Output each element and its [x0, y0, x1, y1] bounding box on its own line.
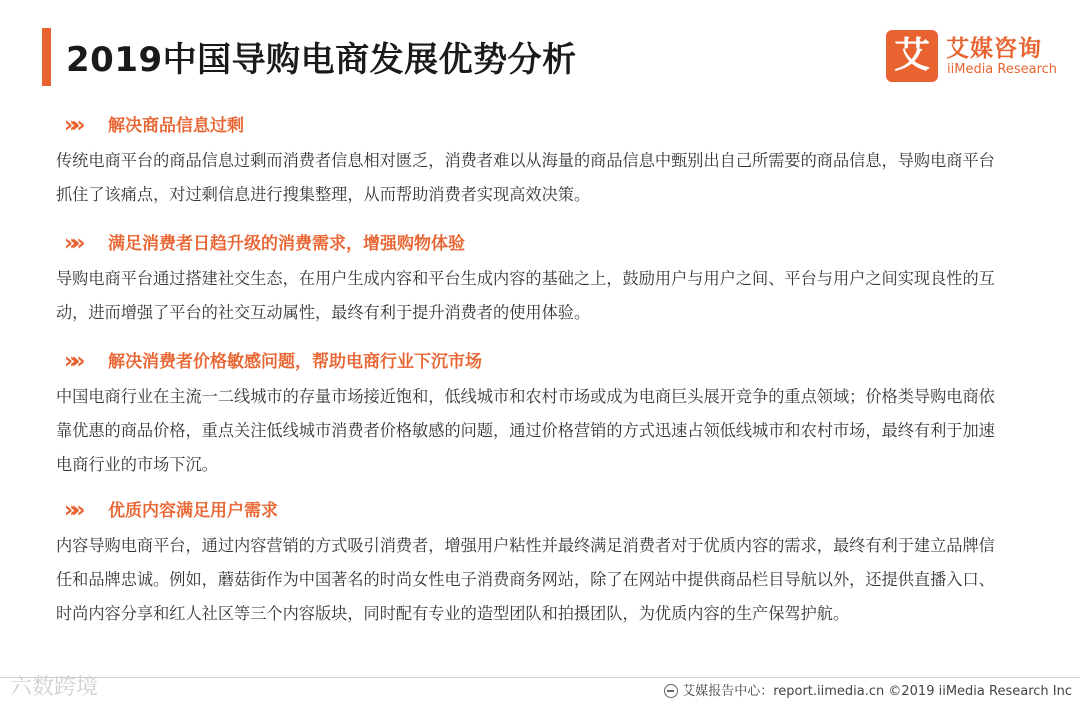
double-chevron-icon: »» [64, 498, 79, 523]
title-accent-bar [42, 28, 51, 86]
brand-logo [886, 30, 1061, 82]
section-quality-content [50, 497, 1010, 631]
section-body: 导购电商平台通过搭建社交生态，在用户生成内容和平台生成内容的基础之上，鼓励用户与用户之间、平台与用户之间实现良性的互动，进而增强了平台的社交互动属性，最终有利于提升消费者的使用体验。 [56, 269, 995, 322]
double-chevron-icon: »» [64, 349, 79, 374]
footer [664, 680, 1072, 699]
footer-divider [0, 677, 1080, 678]
section-consumer-upgrade [50, 230, 1010, 330]
double-chevron-icon: »» [64, 231, 79, 256]
footer-text: 艾媒报告中心：report.iimedia.cn ©2019 iiMedia Research Inc [682, 684, 1072, 699]
double-chevron-icon: »» [64, 113, 79, 138]
logo-name-cn: 艾媒咨询 [946, 36, 1042, 62]
section-header [50, 497, 1010, 525]
section-header [50, 112, 1010, 140]
section-header [50, 348, 1010, 376]
logo-name-en: iiMedia Research [947, 62, 1058, 77]
section-title: 解决消费者价格敏感问题，帮助电商行业下沉市场 [108, 352, 482, 372]
globe-icon [664, 684, 678, 698]
section-title: 满足消费者日趋升级的消费需求，增强购物体验 [108, 234, 465, 254]
section-body: 传统电商平台的商品信息过剩而消费者信息相对匮乏，消费者难以从海量的商品信息中甄别出自己所需要的商品信息，导购电商平台抓住了该痛点，对过剩信息进行搜集整理，从而帮助消费者实现高效决策。 [56, 151, 995, 204]
page-title: 2019中国导购电商发展优势分析 [66, 40, 577, 80]
section-body: 内容导购电商平台，通过内容营销的方式吸引消费者，增强用户粘性并最终满足消费者对于优质内容的需求，最终有利于建立品牌信任和品牌忠诚。例如，蘑菇街作为中国著名的时尚女性电子消费商务网站，除了在网站中提供商品栏目导航以外，还提供直播入口、时尚内容分享和红人社区等三个内容版块，同时配有专业的造型团队和拍摄团队，为优质内容的生产保驾护航。 [56, 536, 995, 623]
section-body: 中国电商行业在主流一二线城市的存量市场接近饱和，低线城市和农村市场或成为电商巨头展开竞争的重点领域；价格类导购电商依靠优惠的商品价格，重点关注低线城市消费者价格敏感的问题，通过价格营销的方式迅速占领低线城市和农村市场，最终有利于加速电商行业的市场下沉。 [56, 387, 995, 474]
section-header [50, 230, 1010, 258]
section-title: 解决商品信息过剩 [108, 116, 244, 136]
section-price-sensitivity [50, 348, 1010, 482]
section-title: 优质内容满足用户需求 [108, 501, 278, 521]
section-info-overload [50, 112, 1010, 212]
logo-mark: 艾 [886, 30, 938, 82]
watermark: 六数跨境 [10, 675, 99, 700]
